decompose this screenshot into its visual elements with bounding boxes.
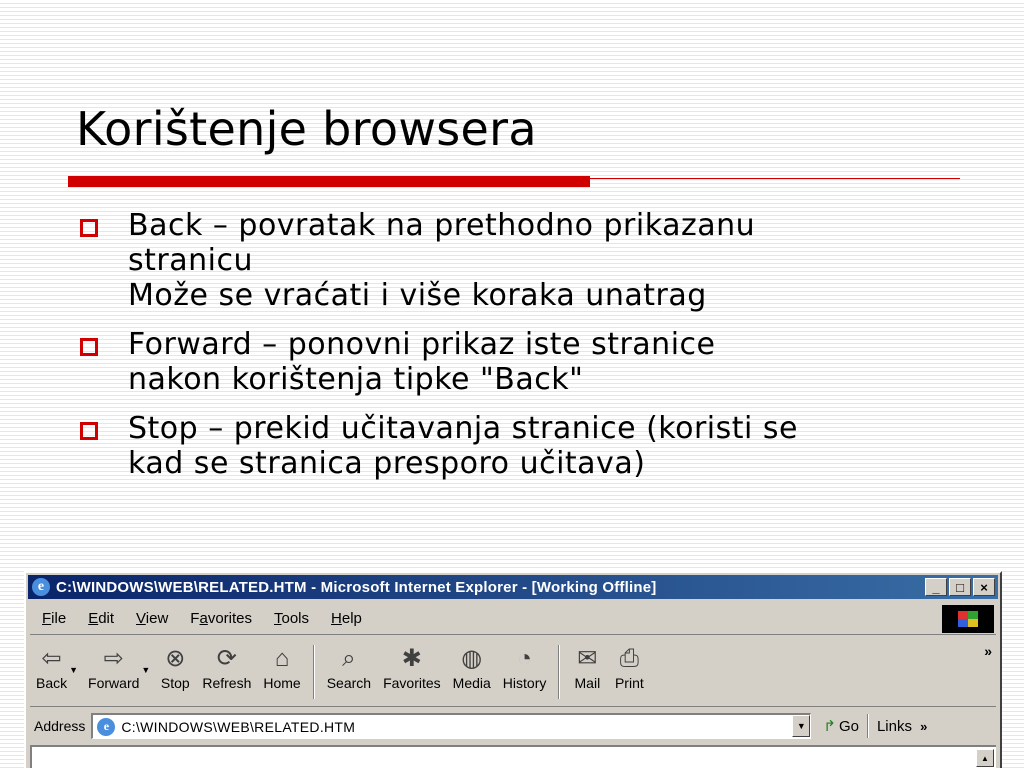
forward-button[interactable]: ⇨ Forward: [88, 645, 140, 691]
close-button[interactable]: ×: [973, 578, 995, 596]
slide-title: Korištenje browsera: [76, 102, 537, 156]
menu-bar: [30, 603, 996, 635]
history-icon: ◔: [517, 645, 532, 672]
window-controls: [925, 578, 995, 596]
home-icon: ⌂: [274, 645, 290, 672]
bullet-line: Stop – prekid učitavanja stranice (koristi se: [128, 411, 798, 446]
history-button[interactable]: ◔ History: [502, 645, 547, 691]
address-dropdown-button[interactable]: ▼: [792, 715, 810, 737]
maximize-button[interactable]: □: [949, 578, 971, 596]
bullet-line: Forward – ponovni prikaz iste stranice: [128, 327, 716, 362]
back-arrow-icon: ⇦: [41, 645, 62, 672]
bullet-item-stop: [76, 411, 976, 481]
mail-button[interactable]: ✉ Mail: [566, 645, 608, 691]
print-button[interactable]: ⎙ Print: [614, 645, 644, 691]
bullet-line: Back – povratak na prethodno prikazanu: [128, 208, 756, 243]
go-button[interactable]: ↱ Go: [823, 717, 859, 735]
square-bullet-icon: [80, 338, 98, 356]
address-value: C:\WINDOWS\WEB\RELATED.HTM: [121, 718, 356, 735]
home-button[interactable]: ⌂ Home: [263, 645, 301, 691]
bullet-item-back: [76, 208, 976, 313]
address-label: Address: [34, 718, 86, 734]
search-icon: ⌕: [342, 645, 356, 672]
address-bar: [30, 711, 996, 741]
ie-page-icon: e: [97, 718, 115, 736]
toolbar-separator: [867, 714, 869, 738]
menu-favorites[interactable]: Favorites: [190, 610, 252, 627]
go-arrow-icon: ↱: [823, 718, 836, 735]
forward-arrow-icon: ⇨: [103, 645, 124, 672]
favorites-icon: ✱: [401, 645, 422, 672]
print-icon: ⎙: [619, 645, 639, 672]
bullet-line: kad se stranica presporo učitava): [128, 446, 646, 481]
mail-icon: ✉: [577, 645, 598, 672]
square-bullet-icon: [80, 219, 98, 237]
links-chevron: »: [920, 718, 928, 734]
back-dropdown-icon[interactable]: ▼: [69, 665, 79, 675]
bullet-item-forward: [76, 327, 976, 397]
bullet-line: nakon korištenja tipke "Back": [128, 362, 584, 397]
bullet-list: [76, 208, 976, 495]
window-title: C:\WINDOWS\WEB\RELATED.HTM - Microsoft Internet Explorer - [Working Offline]: [56, 578, 657, 596]
standard-toolbar: [30, 639, 996, 707]
bullet-line: Može se vraćati i više koraka unatrag: [128, 278, 707, 313]
menu-file[interactable]: File: [42, 610, 67, 627]
back-button[interactable]: ⇦ Back: [36, 645, 68, 691]
media-icon: ◍: [461, 645, 483, 672]
title-underline: [68, 176, 590, 187]
links-button[interactable]: Links »: [876, 717, 928, 735]
stop-icon: ⊗: [165, 645, 186, 672]
stop-button[interactable]: ⊗ Stop: [160, 645, 190, 691]
refresh-button[interactable]: ⟳ Refresh: [202, 645, 252, 691]
browser-titlebar[interactable]: [28, 575, 998, 599]
windows-logo-icon: [942, 605, 994, 633]
media-button[interactable]: ◍ Media: [452, 645, 491, 691]
scroll-up-button[interactable]: ▲: [976, 749, 994, 767]
browser-window: [24, 571, 1002, 768]
menu-edit[interactable]: Edit: [88, 610, 115, 627]
menu-help[interactable]: Help: [331, 610, 362, 627]
favorites-button[interactable]: ✱ Favorites: [383, 645, 441, 691]
search-button[interactable]: ⌕ Search: [326, 645, 372, 691]
bullet-line: stranicu: [128, 243, 253, 278]
menu-view[interactable]: View: [136, 610, 169, 627]
toolbar-separator: [558, 645, 560, 699]
ie-icon: e: [32, 578, 50, 596]
toolbar-separator: [313, 645, 315, 699]
page-content-area[interactable]: [30, 745, 996, 768]
menu-tools[interactable]: Tools: [274, 610, 310, 627]
address-input[interactable]: [91, 713, 811, 739]
title-underline-thin: [590, 178, 960, 179]
square-bullet-icon: [80, 422, 98, 440]
toolbar-more-chevron[interactable]: »: [984, 643, 992, 659]
minimize-button[interactable]: _: [925, 578, 947, 596]
refresh-icon: ⟳: [216, 645, 237, 672]
forward-dropdown-icon[interactable]: ▼: [141, 665, 151, 675]
